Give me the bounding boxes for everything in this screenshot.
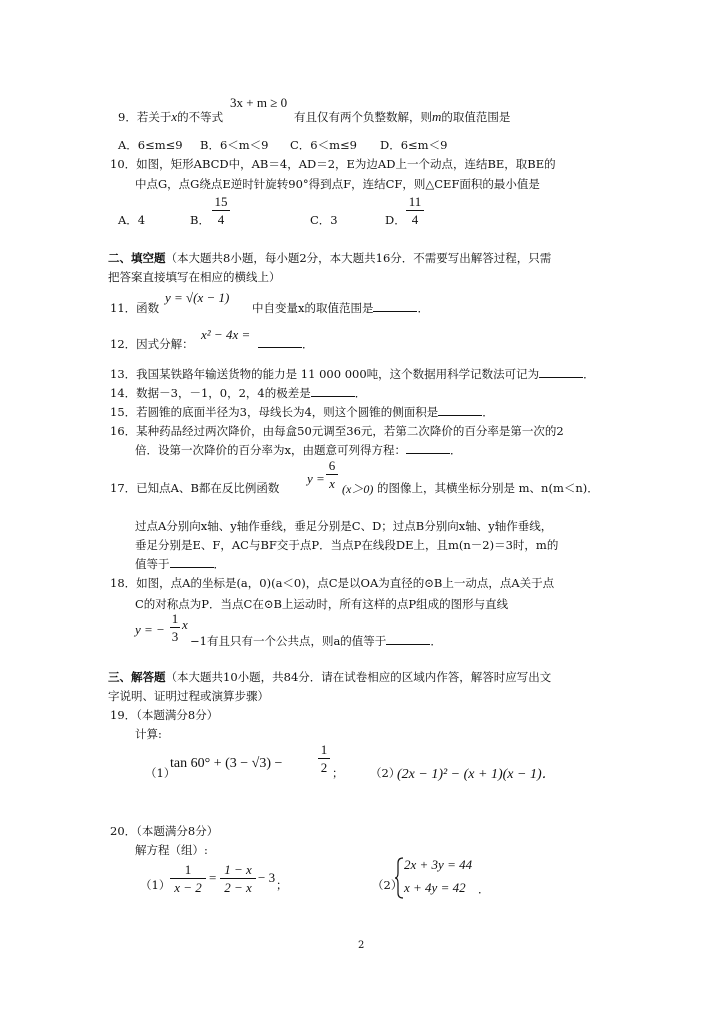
q19-part1-end: ；: [332, 766, 344, 780]
q10-number: 10．: [110, 157, 137, 171]
section3-desc2: 字说明、证明过程或演算步骤）: [108, 689, 269, 703]
q20-part1-label: （1）: [140, 878, 171, 892]
q17-line1-tail: 的图像上，其横坐标分别是 m、n(m＜n)．: [377, 481, 599, 495]
q20-part1-fraction-left: 1 x − 2: [170, 862, 206, 895]
q19-header: 19．（本题满分8分）: [110, 708, 219, 722]
q12-formula: x² − 4x =: [201, 327, 251, 342]
q9-option-a: A．6≤m≤9: [118, 138, 183, 152]
q17-line2: 过点A分别向x轴、y轴作垂线，垂足分别是C、D；过点B分别向x轴、y轴作垂线，: [135, 519, 553, 533]
q20-system-brace: [394, 857, 404, 899]
q16-line1: 16．某种药品经过两次降价，由每盒50元调至36元，若第二次降价的百分率是第一次的2: [110, 424, 564, 438]
q19-part1-label: （1）: [145, 766, 176, 780]
q20-part2-eq1: 2x + 3y = 44: [404, 857, 473, 872]
q18-x: x: [182, 617, 188, 632]
q17-condition: (x＞0): [342, 482, 374, 496]
q17-fraction: 6 x: [326, 458, 338, 491]
q15-answer-blank[interactable]: [438, 405, 482, 416]
q14-answer-blank[interactable]: [311, 386, 355, 397]
q10-option-b: B．: [190, 213, 210, 227]
section2-heading: 二、填空题（本大题共8小题，每小题2分，本大题共16分．不需要写出解答过程，只需: [108, 251, 552, 265]
q20-part2-eq2: x + 4y = 42: [404, 880, 466, 895]
q17-line3: 垂足分别是E、F，AC与BF交于点P．当点P在线段DE上，且m(n－2)＝3时，m的: [135, 538, 559, 552]
q20-part2-end: ．: [478, 882, 490, 896]
q9-option-b: B．6＜m＜9: [200, 138, 269, 152]
q20-header: 20．（本题满分8分）: [110, 824, 219, 838]
q20-instruction: 解方程（组）:: [135, 843, 208, 857]
q9-number: 9．: [118, 110, 137, 124]
q17-answer-blank[interactable]: [170, 557, 214, 568]
q11-answer-blank[interactable]: [373, 301, 417, 312]
q17-line1: 17．已知点A、B都在反比例函数: [110, 481, 280, 495]
q12-blank-line: ．: [258, 337, 314, 351]
q11-formula: y = √(x − 1): [165, 290, 230, 305]
q13: 13．我国某铁路年输送货物的能力是 11 000 000吨，这个数据用科学记数法可记为 ．: [110, 367, 595, 381]
q10-option-d-fraction: 11 4: [406, 194, 424, 227]
q18-line2: C的对称点为P．当点C在⊙B上运动时，所有这样的点P组成的图形与直线: [135, 597, 509, 611]
q19-part2-label: （2）: [370, 766, 401, 780]
q17-line4: 值等于 ．: [135, 557, 225, 571]
q10-option-a: A．4: [118, 213, 146, 227]
q17-y-eq: y =: [307, 471, 325, 486]
q11: 11．函数: [110, 301, 160, 315]
q9-option-c: C．6＜m≤9: [290, 138, 357, 152]
q19-part2-expr: (2x − 1)² − (x + 1)(x − 1)．: [397, 767, 556, 782]
q20-part1-fraction-right: 1 − x 2 − x: [220, 862, 256, 895]
q13-answer-blank[interactable]: [539, 367, 583, 378]
q12: 12．因式分解：: [110, 337, 194, 351]
q18-answer-blank[interactable]: [386, 634, 430, 645]
q10-option-c: C．3: [310, 213, 338, 227]
section3-heading: 三、解答题（本大题共10小题，共84分．请在试卷相应的区域内作答，解答时应写出文: [108, 670, 552, 684]
q20-part1-equals: =: [209, 870, 217, 885]
q16-answer-blank[interactable]: [406, 443, 450, 454]
q10-option-b-fraction: 15 4: [212, 194, 230, 227]
q18-line1: 18．如图，点A的坐标是(a，0)(a＜0)，点C是以OA为直径的⊙B上一动点，点A关于点: [110, 576, 555, 590]
q9-inequality-top: 3x + m ≥ 0: [230, 95, 288, 110]
q9-stem-tail: 有且仅有两个负整数解，则m的取值范围是: [294, 109, 511, 124]
q9-stem: 9．若关于x的不等式: [118, 109, 224, 124]
q20-part1-tail: − 3: [258, 870, 276, 885]
q18-tail: −1有且只有一个公共点，则a的值等于 ．: [190, 634, 442, 648]
q18-y-eq: y = −: [135, 622, 165, 637]
q19-part1-fraction: 1 2: [318, 742, 330, 775]
q10-option-d: D．: [385, 213, 406, 227]
q10-line2: 中点G，点G绕点E逆时针旋转90°得到点F，连结CF，则△CEF面积的最小值是: [135, 177, 540, 191]
q19-part1-expr: tan 60° + (3 − √3) −: [170, 756, 283, 771]
q12-answer-blank[interactable]: [258, 337, 302, 348]
q15: 15．若圆锥的底面半径为3，母线长为4，则这个圆锥的侧面积是 ．: [110, 405, 494, 419]
q18-fraction: 1 3: [171, 611, 179, 644]
q20-part1-end: ；: [276, 878, 288, 892]
q16-line2: 倍．设第一次降价的百分率为x，由题意可列得方程： ．: [135, 443, 462, 457]
q19-instruction: 计算:: [135, 727, 162, 741]
q10-line1: 10．如图，矩形ABCD中，AB＝4，AD＝2，E为边AD上一个动点，连结BE，取BE的: [110, 157, 556, 171]
q11-tail: 中自变量x的取值范围是 ．: [252, 301, 429, 315]
section2-desc2: 把答案直接填写在相应的横线上）: [108, 270, 281, 284]
page-number: 2: [358, 940, 365, 951]
q9-option-d: D．6≤m＜9: [380, 138, 448, 152]
q20-part2-label: （2）: [372, 878, 403, 892]
q14: 14．数据－3，－1，0，2，4的极差是 ．: [110, 386, 367, 400]
